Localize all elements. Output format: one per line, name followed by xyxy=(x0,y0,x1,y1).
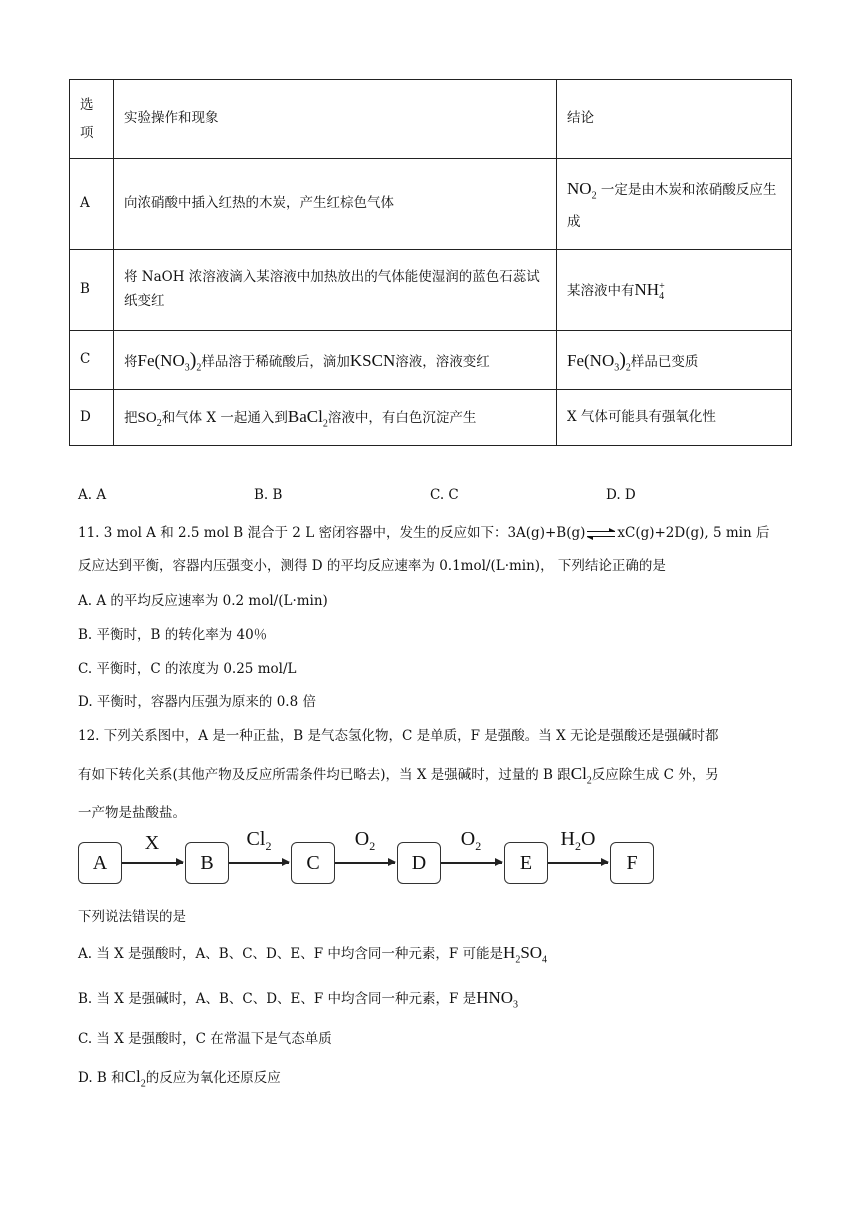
row-operation: 把$SO_2$和气体 X 一起通入到BaCl$_2$溶液中，有白色沉淀产生 xyxy=(114,390,557,446)
row-operation: 向浓硝酸中插入红热的木炭，产生红棕色气体 xyxy=(114,159,557,250)
q11-stem-line2: 反应达到平衡，容器内压强变小，测得 D 的平均反应速率为 0.1mol/(L·min)， 下列结论正确的是 xyxy=(78,558,666,574)
flow-arrow-o2-1 xyxy=(335,862,395,864)
flow-box-e: E xyxy=(504,842,548,884)
experiment-table xyxy=(69,79,792,446)
q10-choices xyxy=(78,487,778,507)
formula-fe-no3-2: $Fe(NO_3)_2$ xyxy=(567,348,631,374)
formula-nh4: NH + 4 xyxy=(634,280,665,302)
formula-so2: $SO_2$ xyxy=(137,409,162,429)
table-row xyxy=(70,250,792,331)
formula-no2: $NO_2$ xyxy=(567,179,597,202)
formula-fe-no3-2: $Fe(NO_3)_2$ xyxy=(137,348,202,374)
formula-bacl2: BaCl$_2$ xyxy=(287,406,328,430)
flow-label-o2-2: $O_2$ xyxy=(460,828,482,853)
choice-d[interactable]: D. D xyxy=(606,487,636,503)
row-conclusion: $Fe(NO_3)_2$样品已变质 xyxy=(557,331,792,390)
flow-arrow-x xyxy=(122,862,183,864)
flow-box-b: B xyxy=(185,842,229,884)
flow-arrow-o2-2 xyxy=(441,862,502,864)
flow-box-a: A xyxy=(78,842,122,884)
row-conclusion: 某溶液中有NH + 4 xyxy=(557,250,792,331)
table-row xyxy=(70,159,792,250)
q12-stem-line1: 12. 下列关系图中，A 是一种正盐，B 是气态氢化物，C 是单质，F 是强酸。当 X 无论是强酸还是强碱时都 xyxy=(78,728,719,744)
q11-option-c[interactable]: C. 平衡时，C 的浓度为 0.25 mol/L xyxy=(78,661,297,677)
q11-option-a[interactable]: A. A 的平均反应速率为 0.2 mol/(L·min) xyxy=(78,593,328,609)
flow-arrow-cl2 xyxy=(229,862,289,864)
row-option: A xyxy=(70,159,114,250)
flow-label-cl2: $Cl_2$ xyxy=(246,828,272,853)
row-operation: 将 NaOH 浓溶液滴入某溶液中加热放出的气体能使湿润的蓝色石蕊试纸变红 xyxy=(114,250,557,331)
q12-option-c[interactable]: C. 当 X 是强酸时，C 在常温下是气态单质 xyxy=(78,1031,332,1047)
header-option: 选项 xyxy=(70,80,114,159)
q12-stem-line2: 有如下转化关系(其他产物及反应所需条件均已略去)，当 X 是强碱时，过量的 B 跟$Cl_2$反应除生成 C 外，另 xyxy=(78,764,719,787)
table-row xyxy=(70,390,792,446)
row-conclusion: $NO_2$ 一定是由木炭和浓硝酸反应生成 xyxy=(557,159,792,250)
row-option: D xyxy=(70,390,114,446)
flow-label-h2o: $H_2O$ xyxy=(560,828,596,853)
flow-label-o2-1: $O_2$ xyxy=(354,828,376,853)
table-header-row xyxy=(70,80,792,159)
flow-box-f: F xyxy=(610,842,654,884)
choice-b[interactable]: B. B xyxy=(254,487,283,503)
q12-option-b[interactable]: B. 当 X 是强碱时，A、B、C、D、E、F 中均含同一种元素，F 是$HNO_3$ xyxy=(78,988,519,1011)
row-option: B xyxy=(70,250,114,331)
flow-box-d: D xyxy=(397,842,441,884)
row-conclusion: X 气体可能具有强氧化性 xyxy=(557,390,792,446)
equilibrium-arrow-icon xyxy=(587,528,615,540)
q12-stem-line3: 一产物是盐酸盐。 xyxy=(78,805,186,821)
row-option: C xyxy=(70,331,114,390)
flow-box-c: C xyxy=(291,842,335,884)
header-operation: 实验操作和现象 xyxy=(114,80,557,159)
conversion-flow-diagram xyxy=(78,828,658,890)
q12-option-d[interactable]: D. B 和$Cl_2$的反应为氧化还原反应 xyxy=(78,1067,281,1090)
header-conclusion: 结论 xyxy=(557,80,792,159)
choice-a[interactable]: A. A xyxy=(78,487,107,503)
q11-option-d[interactable]: D. 平衡时，容器内压强为原来的 0.8 倍 xyxy=(78,694,316,710)
flow-label-x: X xyxy=(144,832,160,854)
row-operation: 将$Fe(NO_3)_2$样品溶于稀硫酸后，滴加KSCN溶液，溶液变红 xyxy=(114,331,557,390)
q11-option-b[interactable]: B. 平衡时，B 的转化率为 40％ xyxy=(78,627,268,643)
q12-question: 下列说法错误的是 xyxy=(78,909,186,925)
flow-arrow-h2o xyxy=(548,862,608,864)
choice-c[interactable]: C. C xyxy=(430,487,459,503)
q11-stem-line1: 11. 3 mol A 和 2.5 mol B 混合于 2 L 密闭容器中，发生的反应如下：3A(g)+B(g) xC(g)+2D(g), 5 min 后 xyxy=(78,525,770,541)
q12-option-a[interactable]: A. 当 X 是强酸时，A、B、C、D、E、F 中均含同一种元素，F 可能是$H_2SO_4$ xyxy=(78,943,548,966)
table-row xyxy=(70,331,792,390)
